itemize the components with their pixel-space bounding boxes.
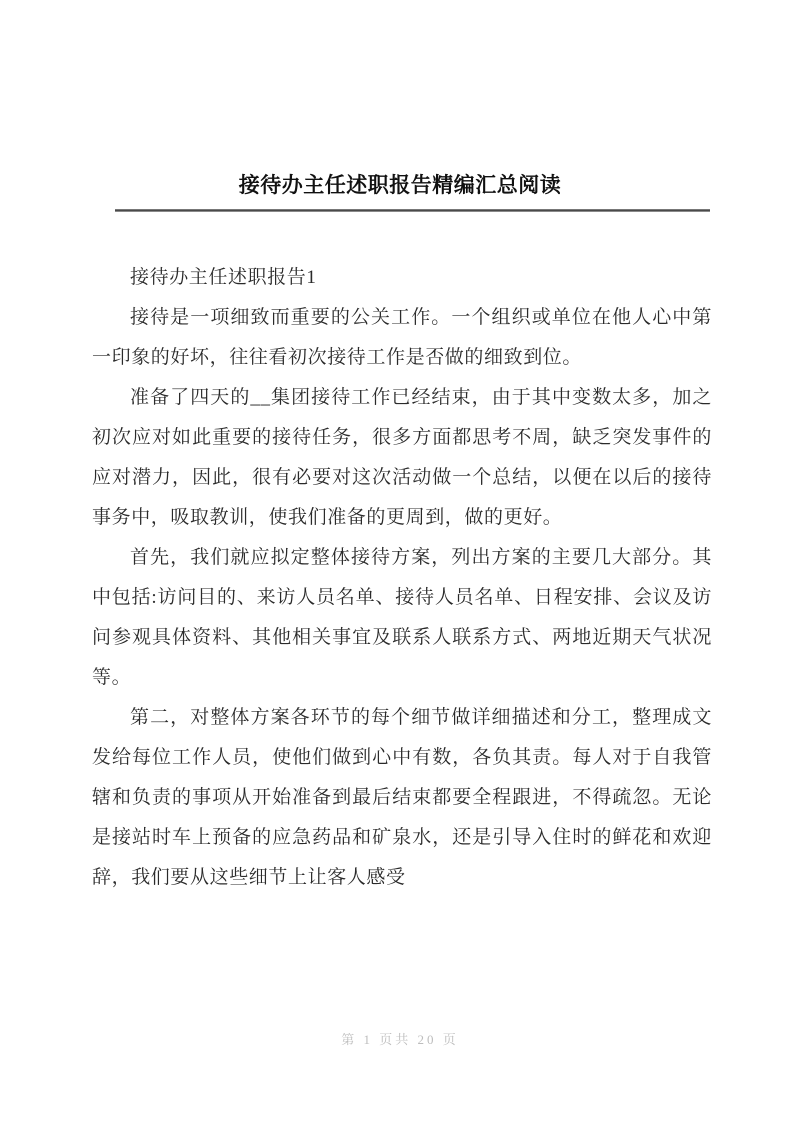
paragraph: 第二，对整体方案各环节的每个细节做详细描述和分工，整理成文发给每位工作人员，使他们做到心中有数，各负其责。每人对于自我管辖和负责的事项从开始准备到最后结束都要全程跟进，不得疏忽。无论是接站时车上预备的应急药品和矿泉水，还是引导入住时的鲜花和欢迎辞，我们要从这些细节上让客人感受 — [92, 707, 712, 888]
paragraph-heading: 接待办主任述职报告1 — [130, 267, 317, 288]
paragraph: 首先，我们就应拟定整体接待方案，列出方案的主要几大部分。其中包括:访问目的、来访人员名单、接待人员名单、日程安排、会议及访问参观具体资料、其他相关事宜及联系人联系方式、两地近期天气状况等。 — [92, 547, 712, 688]
page-footer: 第 1 页共 20 页 — [341, 1032, 459, 1047]
paragraph: 接待是一项细致而重要的公关工作。一个组织或单位在他人心中第一印象的好坏，往往看初次接待工作是否做的细致到位。 — [92, 307, 712, 368]
paragraph: 准备了四天的__集团接待工作已经结束，由于其中变数太多，加之初次应对如此重要的接待任务，很多方面都思考不周，缺乏突发事件的应对潜力，因此，很有必要对这次活动做一个总结，以便在以后的接待事务中，吸取教训，使我们准备的更周到，做的更好。 — [92, 387, 712, 528]
title-divider — [115, 209, 710, 212]
page-title: 接待办主任述职报告精编汇总阅读 — [238, 173, 562, 198]
document-body — [92, 258, 712, 898]
